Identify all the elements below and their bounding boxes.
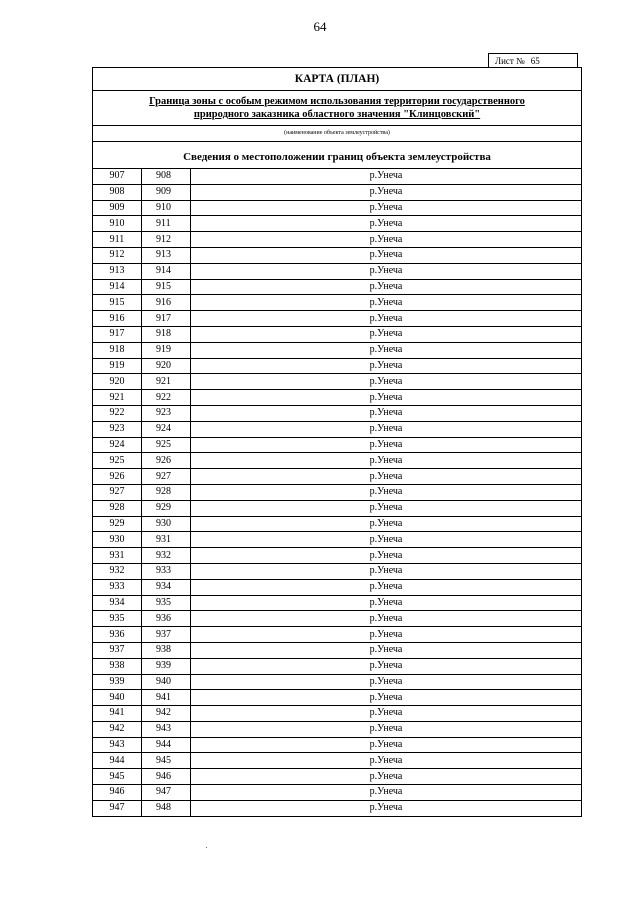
table-row (93, 279, 581, 295)
point-from: 934 (93, 595, 142, 611)
point-from: 907 (93, 169, 142, 184)
table-row (93, 516, 581, 532)
table-row (93, 737, 581, 753)
table-row (93, 579, 581, 595)
scan-speck (206, 847, 207, 848)
point-from: 917 (93, 326, 142, 342)
point-from: 945 (93, 769, 142, 785)
point-to: 929 (142, 500, 191, 516)
table-row (93, 563, 581, 579)
point-to: 933 (142, 563, 191, 579)
point-from: 933 (93, 579, 142, 595)
point-to: 939 (142, 658, 191, 674)
point-from: 920 (93, 374, 142, 390)
point-from: 946 (93, 785, 142, 801)
point-from: 912 (93, 247, 142, 263)
table-row (93, 263, 581, 279)
point-from: 941 (93, 706, 142, 722)
table-row (93, 421, 581, 437)
point-to: 922 (142, 390, 191, 406)
table-row (93, 532, 581, 548)
table-row (93, 500, 581, 516)
point-from: 932 (93, 563, 142, 579)
table-row (93, 611, 581, 627)
point-to: 925 (142, 437, 191, 453)
point-to: 942 (142, 706, 191, 722)
boundary-description: р.Унеча (191, 690, 582, 706)
table-row (93, 484, 581, 500)
table-row (93, 642, 581, 658)
point-from: 929 (93, 516, 142, 532)
boundary-description: р.Унеча (191, 421, 582, 437)
table-row (93, 169, 581, 184)
boundary-description: р.Унеча (191, 737, 582, 753)
boundary-description: р.Унеча (191, 674, 582, 690)
sheet-number-box (488, 53, 578, 68)
boundary-description: р.Унеча (191, 405, 582, 421)
boundary-description: р.Унеча (191, 563, 582, 579)
boundary-description: р.Унеча (191, 200, 582, 216)
boundary-description: р.Унеча (191, 358, 582, 374)
point-from: 944 (93, 753, 142, 769)
point-from: 928 (93, 500, 142, 516)
point-to: 932 (142, 548, 191, 564)
table-row (93, 405, 581, 421)
point-to: 908 (142, 169, 191, 184)
point-from: 939 (93, 674, 142, 690)
point-from: 947 (93, 800, 142, 815)
point-from: 938 (93, 658, 142, 674)
point-to: 941 (142, 690, 191, 706)
object-name-line-1: Граница зоны с особым режимом использования территории государственного (149, 96, 525, 107)
boundary-description: р.Унеча (191, 247, 582, 263)
point-from: 910 (93, 216, 142, 232)
point-to: 919 (142, 342, 191, 358)
point-to: 917 (142, 311, 191, 327)
boundary-description: р.Унеча (191, 769, 582, 785)
boundary-description: р.Унеча (191, 311, 582, 327)
boundary-description: р.Унеча (191, 706, 582, 722)
point-to: 916 (142, 295, 191, 311)
page-number: 64 (313, 19, 327, 34)
object-name (93, 91, 581, 126)
table-row (93, 216, 581, 232)
section-title: Сведения о местоположении границ объекта землеустройства (93, 142, 581, 169)
table-row (93, 184, 581, 200)
boundary-description: р.Унеча (191, 326, 582, 342)
point-from: 923 (93, 421, 142, 437)
table-row (93, 627, 581, 643)
point-to: 938 (142, 642, 191, 658)
table-row (93, 232, 581, 248)
point-from: 925 (93, 453, 142, 469)
point-from: 913 (93, 263, 142, 279)
form-title: КАРТА (ПЛАН) (93, 68, 581, 91)
point-from: 942 (93, 721, 142, 737)
table-row (93, 342, 581, 358)
point-from: 909 (93, 200, 142, 216)
point-from: 926 (93, 469, 142, 485)
point-to: 930 (142, 516, 191, 532)
boundary-description: р.Унеча (191, 169, 582, 184)
boundary-map-form (92, 67, 582, 817)
point-to: 921 (142, 374, 191, 390)
point-to: 920 (142, 358, 191, 374)
point-to: 913 (142, 247, 191, 263)
point-from: 935 (93, 611, 142, 627)
point-to: 945 (142, 753, 191, 769)
table-row (93, 453, 581, 469)
point-to: 923 (142, 405, 191, 421)
point-to: 915 (142, 279, 191, 295)
point-to: 924 (142, 421, 191, 437)
point-from: 937 (93, 642, 142, 658)
point-to: 931 (142, 532, 191, 548)
table-row (93, 247, 581, 263)
table-row (93, 326, 581, 342)
table-row (93, 358, 581, 374)
boundary-description: р.Унеча (191, 232, 582, 248)
table-row (93, 548, 581, 564)
point-to: 910 (142, 200, 191, 216)
boundary-description: р.Унеча (191, 279, 582, 295)
boundary-description: р.Унеча (191, 216, 582, 232)
point-from: 927 (93, 484, 142, 500)
table-row (93, 690, 581, 706)
point-to: 935 (142, 595, 191, 611)
point-to: 928 (142, 484, 191, 500)
table-row (93, 469, 581, 485)
point-from: 916 (93, 311, 142, 327)
point-from: 911 (93, 232, 142, 248)
point-to: 946 (142, 769, 191, 785)
table-row (93, 595, 581, 611)
point-from: 936 (93, 627, 142, 643)
table-row (93, 390, 581, 406)
boundary-description: р.Унеча (191, 263, 582, 279)
object-name-line-2: природного заказника областного значения "Клинцовский" (193, 109, 481, 120)
table-row (93, 311, 581, 327)
point-from: 919 (93, 358, 142, 374)
point-from: 921 (93, 390, 142, 406)
table-row (93, 785, 581, 801)
point-from: 908 (93, 184, 142, 200)
boundary-description: р.Унеча (191, 721, 582, 737)
point-to: 914 (142, 263, 191, 279)
boundary-description: р.Унеча (191, 295, 582, 311)
boundary-description: р.Унеча (191, 516, 582, 532)
boundary-description: р.Унеча (191, 658, 582, 674)
table-row (93, 721, 581, 737)
point-from: 931 (93, 548, 142, 564)
point-to: 943 (142, 721, 191, 737)
object-name-caption: (наименование объекта землеустройства) (93, 126, 581, 142)
boundary-description: р.Унеча (191, 753, 582, 769)
point-from: 918 (93, 342, 142, 358)
boundary-description: р.Унеча (191, 437, 582, 453)
table-row (93, 437, 581, 453)
point-to: 909 (142, 184, 191, 200)
point-from: 940 (93, 690, 142, 706)
sheet-label: Лист № (495, 56, 525, 66)
point-from: 914 (93, 279, 142, 295)
sheet-number: 65 (530, 56, 540, 66)
boundary-description: р.Унеча (191, 390, 582, 406)
boundary-description: р.Унеча (369, 802, 403, 814)
table-row (93, 769, 581, 785)
point-to: 947 (142, 785, 191, 801)
point-from: 930 (93, 532, 142, 548)
point-from: 915 (93, 295, 142, 311)
table-row (93, 658, 581, 674)
table-row (93, 800, 581, 815)
table-row (93, 374, 581, 390)
boundary-description: р.Унеча (191, 532, 582, 548)
point-to: 937 (142, 627, 191, 643)
table-row (93, 200, 581, 216)
point-to: 948 (142, 800, 191, 815)
boundary-description: р.Унеча (191, 469, 582, 485)
table-row (93, 674, 581, 690)
boundary-description: р.Унеча (191, 642, 582, 658)
table-row (93, 706, 581, 722)
boundary-description: р.Унеча (191, 579, 582, 595)
boundary-description: р.Унеча (191, 627, 582, 643)
point-from: 922 (93, 405, 142, 421)
boundary-description: р.Унеча (191, 611, 582, 627)
boundary-description: р.Унеча (191, 500, 582, 516)
boundary-description: р.Унеча (191, 484, 582, 500)
boundary-description: р.Унеча (191, 374, 582, 390)
boundary-description: р.Унеча (191, 453, 582, 469)
boundary-description: р.Унеча (191, 785, 582, 801)
point-to: 926 (142, 453, 191, 469)
point-to: 936 (142, 611, 191, 627)
boundary-description: р.Унеча (191, 342, 582, 358)
boundary-description: р.Унеча (191, 595, 582, 611)
boundary-description: р.Унеча (191, 548, 582, 564)
point-to: 944 (142, 737, 191, 753)
point-to: 940 (142, 674, 191, 690)
point-to: 912 (142, 232, 191, 248)
point-from: 924 (93, 437, 142, 453)
boundary-table (93, 169, 581, 816)
point-to: 911 (142, 216, 191, 232)
point-from: 943 (93, 737, 142, 753)
point-to: 918 (142, 326, 191, 342)
point-to: 934 (142, 579, 191, 595)
table-row (93, 753, 581, 769)
boundary-description: р.Унеча (191, 184, 582, 200)
table-row (93, 295, 581, 311)
point-to: 927 (142, 469, 191, 485)
